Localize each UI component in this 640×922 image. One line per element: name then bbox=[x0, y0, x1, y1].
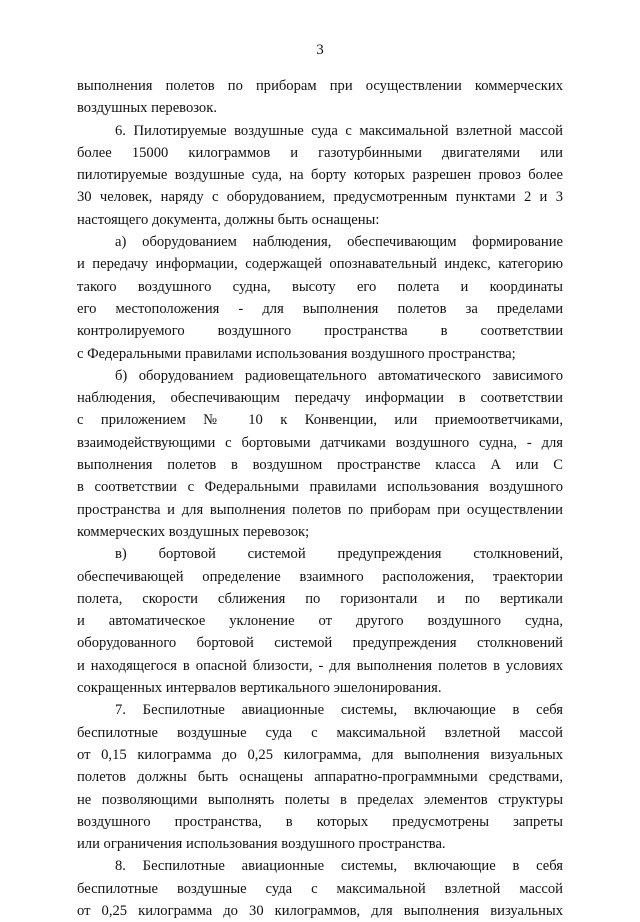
text-line: и автоматическое уклонение от другого воздушного судна, bbox=[77, 613, 563, 630]
text-line: взаимодействующими с бортовыми датчиками воздушного судна, - для bbox=[77, 434, 563, 451]
paragraph-item-8 bbox=[77, 855, 563, 922]
text-line: и передачу информации, содержащей опознавательный индекс, категорию bbox=[77, 256, 563, 273]
text-line: контролируемого воздушного пространства в соответствии bbox=[77, 323, 563, 340]
text-line: выполнения полетов в воздушном пространстве класса А или С bbox=[77, 457, 563, 474]
text-line: 30 человек, наряду с оборудованием, предусмотренным пунктами 2 и 3 bbox=[77, 189, 563, 206]
text-line: не позволяющими выполнять полеты в пределах элементов структуры bbox=[77, 791, 563, 808]
text-line: от 0,25 килограмма до 30 килограммов, для выполнения визуальных bbox=[77, 902, 563, 919]
text-line: обеспечивающей определение взаимного расположения, траектории bbox=[77, 568, 563, 585]
text-line: или ограничения использования воздушного пространства. bbox=[77, 836, 446, 853]
text-line: с Федеральными правилами использования воздушного пространства; bbox=[77, 345, 516, 362]
text-line: пилотируемые воздушные суда, на борту которых разрешен провоз более bbox=[77, 167, 563, 184]
text-line: полета, скорости сближения по горизонтали и по вертикали bbox=[77, 590, 563, 607]
text-line: а) оборудованием наблюдения, обеспечивающим формирование bbox=[115, 234, 563, 251]
paragraph-subitem-b bbox=[77, 365, 563, 543]
paragraph-continuation bbox=[77, 75, 563, 120]
text-line: 8. Беспилотные авиационные системы, включающие в себя bbox=[115, 858, 563, 875]
text-line: оборудованного бортовой системой предупреждения столкновений bbox=[77, 635, 563, 652]
text-line: более 15000 килограммов и газотурбинными двигателями или bbox=[77, 144, 563, 161]
text-line: сокращенных интервалов вертикального эшелонирования. bbox=[77, 680, 442, 697]
paragraph-subitem-a bbox=[77, 231, 563, 365]
text-line: в) бортовой системой предупреждения столкновений, bbox=[115, 546, 563, 563]
text-line: выполнения полетов по приборам при осуществлении коммерческих bbox=[77, 78, 563, 94]
text-line: коммерческих воздушных перевозок; bbox=[77, 523, 310, 540]
page-number: 3 bbox=[316, 42, 324, 58]
text-line: беспилотные воздушные суда с максимальной взлетной массой bbox=[77, 880, 563, 897]
text-line: настоящего документа, должны быть оснащены: bbox=[77, 211, 380, 228]
text-line: беспилотные воздушные суда с максимальной взлетной массой bbox=[77, 724, 563, 741]
text-line: б) оборудованием радиовещательного автоматического зависимого bbox=[115, 367, 563, 384]
text-line: его местоположения - для выполнения полетов за пределами bbox=[77, 300, 563, 317]
text-line: пространства и для выполнения полетов по приборам при осуществлении bbox=[77, 501, 563, 518]
text-line: в соответствии с Федеральными правилами использования воздушного bbox=[77, 479, 563, 496]
text-line: воздушных перевозок. bbox=[77, 100, 217, 117]
paragraph-item-7 bbox=[77, 699, 563, 855]
paragraph-subitem-v bbox=[77, 543, 563, 699]
document-body bbox=[77, 75, 563, 922]
text-line: от 0,15 килограмма до 0,25 килограмма, для выполнения визуальных bbox=[77, 746, 563, 763]
text-line: и находящегося в опасной близости, - для выполнения полетов в условиях bbox=[77, 657, 563, 674]
text-line: 6. Пилотируемые воздушные суда с максимальной взлетной массой bbox=[115, 122, 563, 139]
text-line: 7. Беспилотные авиационные системы, включающие в себя bbox=[115, 702, 563, 719]
text-line: полетов должны быть оснащены аппаратно-программными средствами, bbox=[77, 769, 563, 786]
text-line: наблюдения, обеспечивающим передачу информации в соответствии bbox=[77, 390, 563, 407]
text-line: воздушного пространства, в которых предусмотрены запреты bbox=[77, 813, 563, 830]
text-line: такого воздушного судна, высоту его полета и координаты bbox=[77, 278, 563, 295]
text-line: с приложением № 10 к Конвенции, или приемоответчиками, bbox=[77, 412, 563, 429]
paragraph-item-6 bbox=[77, 120, 563, 231]
